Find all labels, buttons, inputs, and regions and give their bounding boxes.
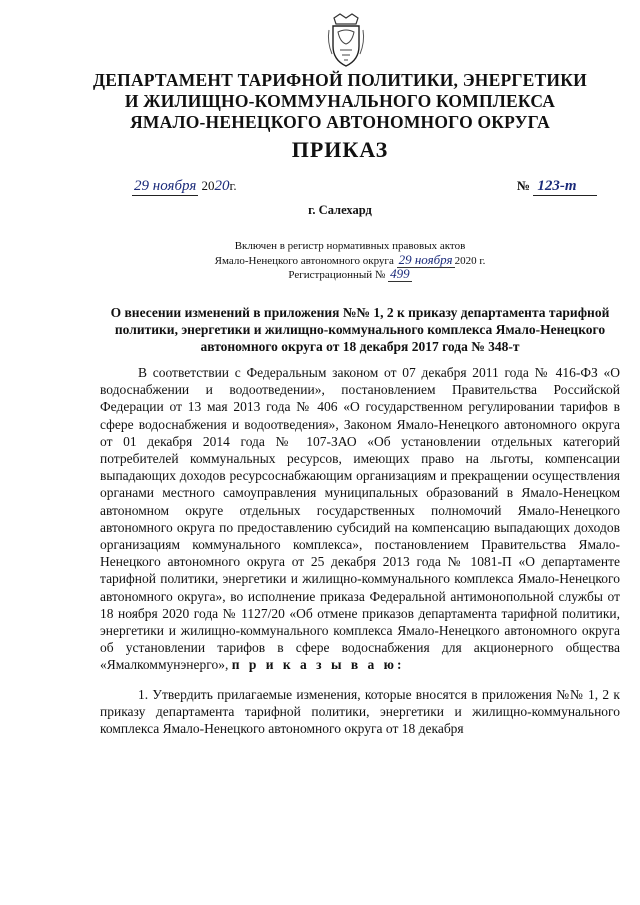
order-date: [132, 178, 237, 196]
department-name-line3: ЯМАЛО-НЕНЕЦКОГО АВТОНОМНОГО ОКРУГА: [130, 112, 550, 132]
handwritten-number: 123-т: [533, 178, 597, 196]
handwritten-date: 29 ноября: [134, 178, 197, 194]
registration-prefix: Ямало-Ненецкого автономного округа: [214, 255, 394, 267]
registration-line1: Включен в регистр нормативных правовых актов: [234, 240, 466, 252]
preamble-text: В соответствии с Федеральным законом от 07 декабря 2011 года № 416-ФЗ «О водоснабжении и водоотведении», постановлением Правительства Российской Федерации от 13 мая 2013 года № 406 «О государственном регулировании тарифов в сфере водоснабжения и водоотведения», Законом Ямало-Ненецкого автономного округа от 01 декабря 2014 года № 107-ЗАО «Об установлении отдельных категорий потребителей коммунальных ресурсов, имеющих право на льготы, компенсации выпадающих доходов ресурсоснабжающим организациям и прекращении осуществления органами местного самоуправления муниципальных образований в Ямало-Ненецком автономном округе отдельных государственных полномочий Ямало-Ненецкого автономного округа по предоставлению субсидий на компенсацию выпадающих доходов организациям коммунального комплекса», постановлением Правительства Ямало-Ненецкого автономного округа от 25 декабря 2013 года № 1081-П «О департаменте тарифной политики, энергетики и жилищно-коммунального комплекса Ямало-Ненецкого автономного округа», во исполнение приказа Федеральной антимонопольной службы от 18 ноября 2020 года № 1127/20 «Об отмене приказов департамента тарифной политики, энергетики и жилищно-коммунального комплекса Ямало-Ненецкого автономного округа об установлении тарифов в сфере водоснабжения для акционерного общества «Ямалкоммунэнерго»,: [100, 365, 620, 673]
registration-handwritten-number: 499: [390, 266, 410, 281]
year-prefix: 20: [201, 178, 215, 193]
document-title: ПРИКАЗ: [291, 137, 389, 162]
city: г. Салехард: [308, 203, 372, 217]
body-paragraph: [100, 364, 620, 674]
handwritten-year: 20: [214, 178, 230, 194]
document-subject: О внесении изменений в приложения №№ 1, 2 к приказу департамента тарифной политики, энергетики и жилищно-коммунального комплекса Ямало-Ненецкого автономного округа от 18 декабря 2017 года № 348-т: [110, 305, 610, 354]
department-name-line2: И ЖИЛИЩНО-КОММУНАЛЬНОГО КОМПЛЕКСА: [124, 91, 556, 111]
department-name-line1: ДЕПАРТАМЕНТ ТАРИФНОЙ ПОЛИТИКИ, ЭНЕРГЕТИКИ: [93, 70, 587, 90]
registration-year: 2020 г.: [454, 255, 486, 267]
registration-handwritten-date: 29 ноября: [398, 252, 453, 267]
decree-word: п р и к а з ы в а ю:: [231, 657, 405, 673]
year-suffix: г.: [229, 178, 237, 193]
registration-line2: [180, 253, 520, 268]
registration-line3: [180, 267, 520, 282]
registration-number-label: Регистрационный №: [288, 269, 386, 281]
body-paragraph-item1: 1. Утвердить прилагаемые изменения, которые вносятся в приложения №№ 1, 2 к приказу департамента тарифной политики, энергетики и жилищно-коммунального комплекса Ямало-Ненецкого автономного округа от 18 декабря: [100, 687, 620, 737]
coat-of-arms-icon: [326, 12, 366, 68]
number-label: №: [517, 178, 531, 193]
order-number: [517, 178, 597, 196]
